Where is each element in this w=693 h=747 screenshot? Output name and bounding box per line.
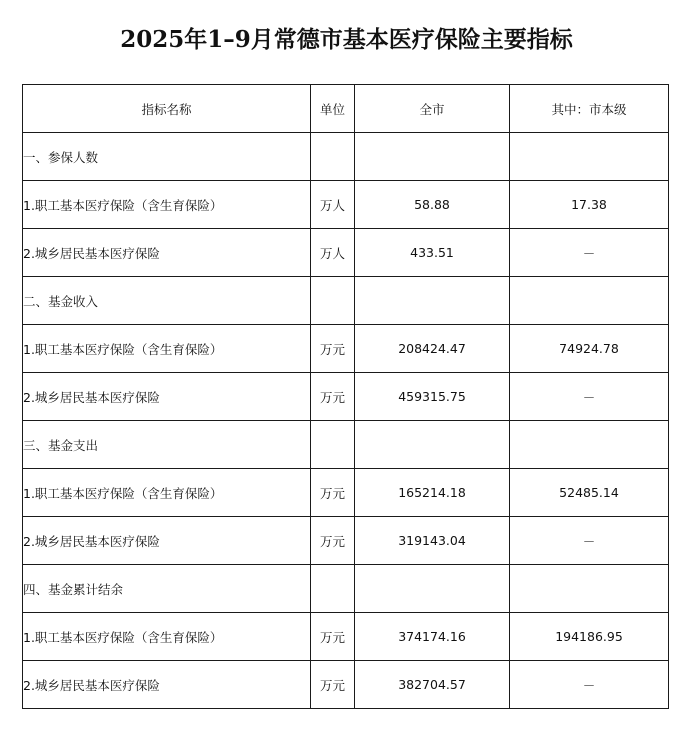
empty-cell: [510, 421, 669, 469]
row-city-level-value: －: [510, 373, 669, 421]
row-name: 1.职工基本医疗保险（含生育保险）: [23, 325, 311, 373]
empty-cell: [311, 421, 355, 469]
row-unit: 万元: [311, 373, 355, 421]
empty-cell: [355, 133, 510, 181]
header-name: 指标名称: [23, 85, 311, 133]
empty-cell: [311, 277, 355, 325]
section-row: [23, 565, 669, 613]
section-label: 一、参保人数: [23, 133, 311, 181]
row-name: 2.城乡居民基本医疗保险: [23, 517, 311, 565]
row-unit: 万元: [311, 613, 355, 661]
row-name: 1.职工基本医疗保险（含生育保险）: [23, 469, 311, 517]
section-row: [23, 277, 669, 325]
row-city-value: 165214.18: [355, 469, 510, 517]
empty-cell: [510, 133, 669, 181]
row-name: 1.职工基本医疗保险（含生育保险）: [23, 613, 311, 661]
table-row: [23, 229, 669, 277]
indicator-table: [22, 84, 669, 709]
row-unit: 万人: [311, 181, 355, 229]
row-city-level-value: －: [510, 661, 669, 709]
row-unit: 万元: [311, 517, 355, 565]
empty-cell: [355, 277, 510, 325]
row-name: 2.城乡居民基本医疗保险: [23, 661, 311, 709]
header-unit: 单位: [311, 85, 355, 133]
row-unit: 万元: [311, 469, 355, 517]
table-row: [23, 325, 669, 373]
row-name: 1.职工基本医疗保险（含生育保险）: [23, 181, 311, 229]
row-city-level-value: 17.38: [510, 181, 669, 229]
row-city-value: 382704.57: [355, 661, 510, 709]
header-city: 全市: [355, 85, 510, 133]
empty-cell: [510, 277, 669, 325]
table-row: [23, 373, 669, 421]
row-city-value: 58.88: [355, 181, 510, 229]
row-city-value: 433.51: [355, 229, 510, 277]
row-city-level-value: －: [510, 517, 669, 565]
section-row: [23, 421, 669, 469]
row-city-value: 319143.04: [355, 517, 510, 565]
empty-cell: [311, 565, 355, 613]
section-label: 三、基金支出: [23, 421, 311, 469]
table-row: [23, 469, 669, 517]
row-unit: 万元: [311, 661, 355, 709]
table-row: [23, 661, 669, 709]
row-city-value: 208424.47: [355, 325, 510, 373]
empty-cell: [355, 421, 510, 469]
row-city-level-value: 74924.78: [510, 325, 669, 373]
section-label: 二、基金收入: [23, 277, 311, 325]
row-city-level-value: 194186.95: [510, 613, 669, 661]
row-city-level-value: －: [510, 229, 669, 277]
table-row: [23, 613, 669, 661]
table-row: [23, 181, 669, 229]
section-row: [23, 133, 669, 181]
row-city-value: 459315.75: [355, 373, 510, 421]
table-header-row: [23, 85, 669, 133]
page-title: 2025年1–9月常德市基本医疗保险主要指标: [120, 26, 573, 53]
row-unit: 万人: [311, 229, 355, 277]
header-city-level: 其中：市本级: [510, 85, 669, 133]
row-unit: 万元: [311, 325, 355, 373]
section-label: 四、基金累计结余: [23, 565, 311, 613]
empty-cell: [311, 133, 355, 181]
empty-cell: [510, 565, 669, 613]
row-name: 2.城乡居民基本医疗保险: [23, 373, 311, 421]
empty-cell: [355, 565, 510, 613]
table-row: [23, 517, 669, 565]
row-city-level-value: 52485.14: [510, 469, 669, 517]
row-city-value: 374174.16: [355, 613, 510, 661]
row-name: 2.城乡居民基本医疗保险: [23, 229, 311, 277]
